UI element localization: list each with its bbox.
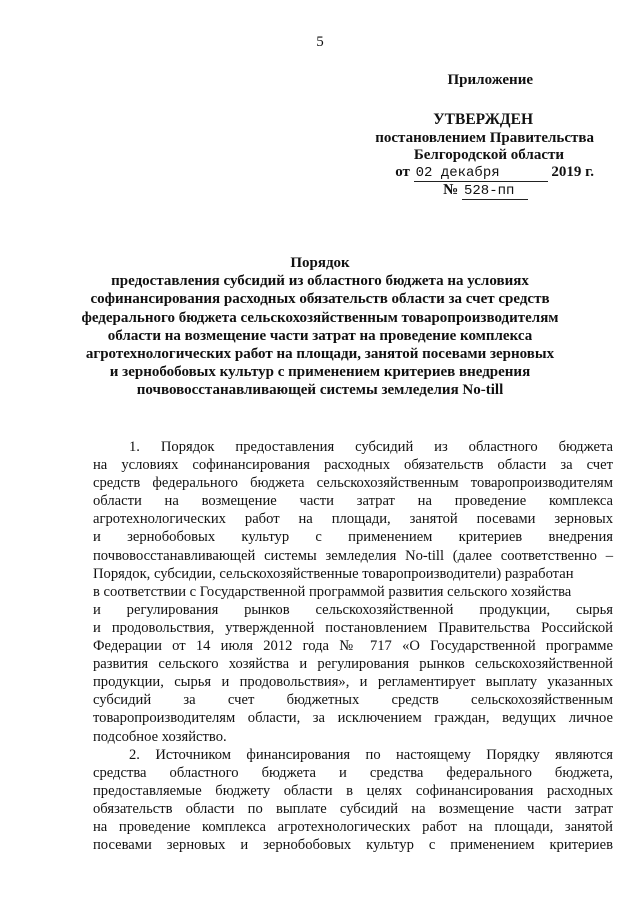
title-heading: Порядок [290,255,350,271]
paragraph-2-line: обязательств области по выплате субсидий на возмещение части затрат [93,800,613,817]
title-line: и зернобобовых культур с применением критериев внедрения [109,364,531,381]
handwritten-date: 02 декабря [414,165,548,182]
body-text [93,438,613,854]
paragraph-1-line: товаропроизводителям области, за исключением граждан, ведущих личное [93,710,613,727]
paragraph-2-line: 2. Источником финансирования по настоящему Порядку являются [129,746,613,763]
paragraph-1-line: Федерации от 14 июля 2012 года № 717 «О Государственной программе [93,638,613,655]
paragraph-1-line: развития сельского хозяйства и регулирования рынков сельскохозяйственной [93,656,613,673]
paragraph-1-line: субсидий за счет бюджетных средств сельскохозяйственным [93,692,613,709]
paragraph-1-line: на условиях софинансирования расходных обязательств области за счет [93,457,613,474]
paragraph-1-line: и зернобобовых культур с применением критериев внедрения [93,529,613,546]
date-prefix: от [395,164,410,180]
title-line: области на возмещение части затрат на проведение комплекса [107,327,533,344]
approved-label: УТВЕРЖДЕН [433,111,533,128]
title-line: предоставления субсидий из областного бюджета на условиях [111,273,529,290]
approval-date-line [395,164,594,182]
title-line: федерального бюджета сельскохозяйственным товаропроизводителям [81,309,559,326]
paragraph-1-line: продукции, сырья и продовольствия», и регламентирует выплату указанных [93,674,613,691]
number-prefix: № [443,182,459,198]
approved-by-line-1: постановлением Правительства [375,130,594,146]
paragraph-2-line: предоставляемые бюджету области в целях софинансирования расходных [93,782,613,799]
title-line: почвовосстанавливающей системы земледелия No-till [136,382,504,399]
paragraph-1-line: подсобное хозяйство. [93,728,227,745]
page-number: 5 [316,34,324,50]
paragraph-1-line: в соответствии с Государственной программой развития сельского хозяйства [93,583,572,600]
paragraph-2-line: на проведение комплекса агротехнологических работ на площади, занятой [93,818,613,835]
approval-number-line [443,182,528,200]
paragraph-2-line: средства областного бюджета и средства федерального бюджета, [93,764,613,781]
paragraph-1-line: и регулирования рынков сельскохозяйственной продукции, сырья [93,601,613,618]
paragraph-1-line: средств федерального бюджета сельскохозяйственным товаропроизводителям [93,475,613,492]
paragraph-1-line: области на возмещение части затрат на проведение комплекса [93,493,613,510]
paragraph-1-line: почвовосстанавливающей системы земледелия No-till (далее соответственно – [93,547,613,564]
title-line: софинансирования расходных обязательств области за счет средств [90,291,550,308]
date-suffix: 2019 г. [551,164,594,180]
paragraph-1-line: Порядок, субсидии, сельскохозяйственные товаропроизводители) разработан [93,565,574,582]
document-title [0,254,640,400]
appendix-label: Приложение [447,72,533,88]
paragraph-1-line: и продовольствия, утвержденной постановлением Правительства Российской [93,619,613,636]
title-line: агротехнологических работ на площади, занятой посевами зерновых [85,346,555,363]
paragraph-1-line: 1. Порядок предоставления субсидий из областного бюджета [129,439,613,455]
handwritten-number: 528-пп [462,183,528,200]
paragraph-2-line: посевами зерновых и зернобобовых культур с применением критериев [93,837,613,854]
approved-by-line-2: Белгородской области [413,147,564,163]
paragraph-1-line: агротехнологических работ на площади, занятой посевами зерновых [93,511,613,528]
